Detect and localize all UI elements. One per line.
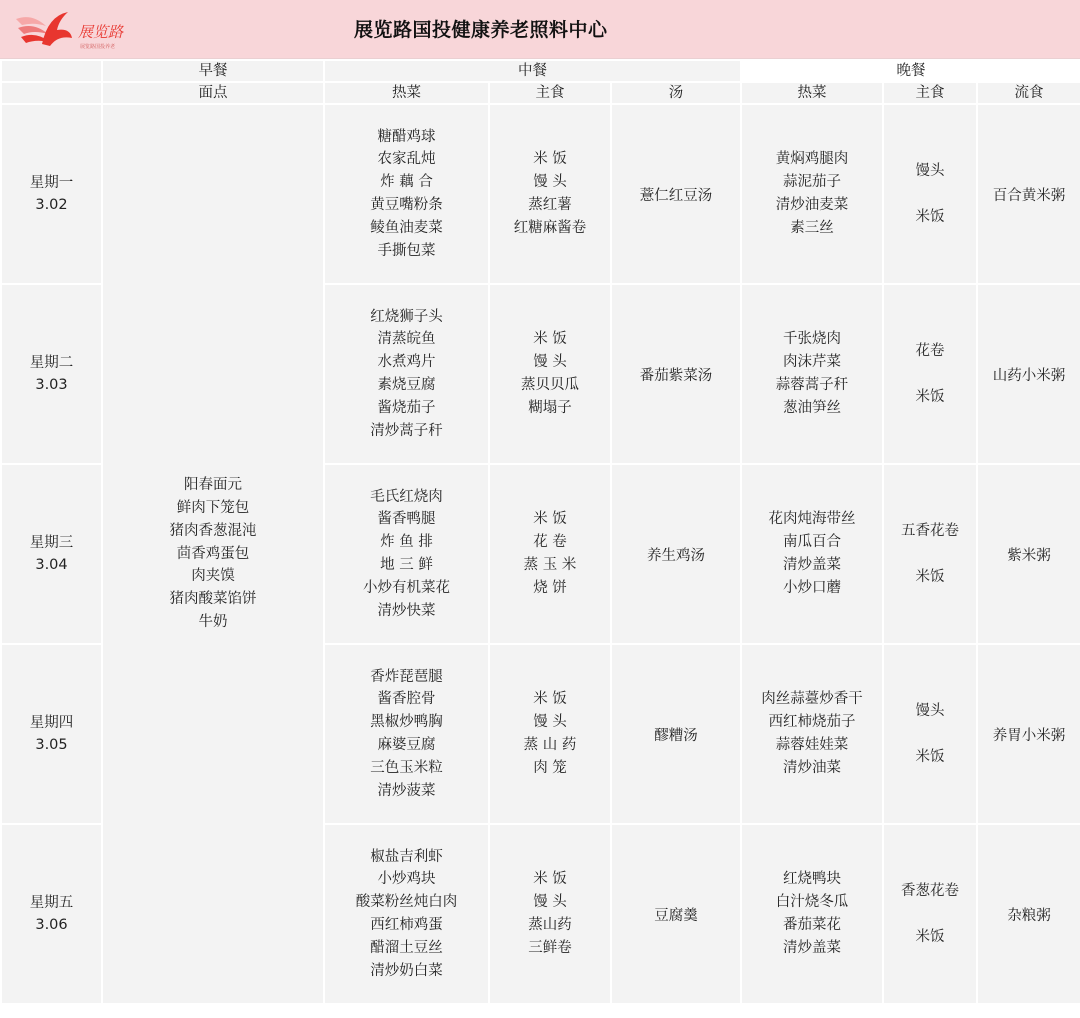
dish: 清蒸皖鱼 xyxy=(377,331,436,348)
dish: 手撕包菜 xyxy=(377,242,436,259)
staple: 馒头 xyxy=(915,703,945,719)
day-label xyxy=(1,824,102,1004)
liquid-cell: 百合黄米粥 xyxy=(977,104,1080,284)
dish: 糖醋鸡球 xyxy=(377,128,436,145)
meal-header-row xyxy=(1,60,1080,82)
dish: 醋溜土豆丝 xyxy=(370,939,443,956)
weekday: 星期二 xyxy=(29,355,74,371)
soup-cell: 薏仁红豆汤 xyxy=(611,104,741,284)
date: 3.06 xyxy=(35,917,68,933)
dish: 香炸琵琶腿 xyxy=(370,668,443,685)
liquid-cell: 养胃小米粥 xyxy=(977,644,1080,824)
lunch-staple-cell xyxy=(489,284,611,464)
dish: 素烧豆腐 xyxy=(377,377,436,393)
dish: 清炒盖菜 xyxy=(783,557,842,573)
dish: 蒜蓉蒿子秆 xyxy=(775,377,849,393)
header-lunch-staple: 主食 xyxy=(489,82,611,104)
weekday: 星期三 xyxy=(29,535,74,551)
lunch-staple-cell xyxy=(489,104,611,284)
dish: 毛氏红烧肉 xyxy=(370,488,443,505)
soup-cell: 养生鸡汤 xyxy=(611,464,741,644)
breakfast-item: 肉夹馍 xyxy=(191,568,235,585)
lunch-hot-cell xyxy=(324,464,489,644)
header-pastry: 面点 xyxy=(102,82,324,104)
lunch-staple-cell xyxy=(489,464,611,644)
dish: 西红柿烧茄子 xyxy=(768,714,856,731)
breakfast-item: 猪肉酸菜馅饼 xyxy=(169,591,257,608)
staple: 馒 头 xyxy=(533,354,567,371)
breakfast-item: 阳春面元 xyxy=(184,477,242,494)
dish: 农家乱炖 xyxy=(377,151,436,168)
header-dinner-hot: 热菜 xyxy=(741,82,883,104)
logo-wordmark: 展览路 xyxy=(78,23,124,41)
dish: 葱油笋丝 xyxy=(783,399,842,416)
header-liquid: 流食 xyxy=(977,82,1080,104)
header-breakfast: 早餐 xyxy=(102,60,324,82)
lunch-staple-cell xyxy=(489,644,611,824)
date: 3.03 xyxy=(35,377,68,393)
dish: 花肉炖海带丝 xyxy=(768,511,856,528)
staple: 烧 饼 xyxy=(533,579,567,596)
breakfast-item: 鲜肉下笼包 xyxy=(176,500,250,516)
dish: 地 三 鲜 xyxy=(380,557,433,573)
dish: 水煮鸡片 xyxy=(377,354,436,371)
lunch-hot-cell xyxy=(324,644,489,824)
staple: 花卷 xyxy=(915,343,945,359)
day-label xyxy=(1,644,102,824)
dish: 黑椒炒鸭胸 xyxy=(370,714,443,731)
staple: 花 卷 xyxy=(533,534,567,551)
staple: 米饭 xyxy=(915,389,945,405)
staple: 肉 笼 xyxy=(533,759,567,776)
weekday: 星期四 xyxy=(29,715,74,731)
staple: 米 饭 xyxy=(533,871,567,888)
dinner-staple-cell xyxy=(883,644,977,824)
dish: 清炒快菜 xyxy=(377,602,436,619)
dish: 酱烧茄子 xyxy=(377,399,436,416)
dish: 鲮鱼油麦菜 xyxy=(370,219,443,236)
soup-cell: 豆腐羹 xyxy=(611,824,741,1004)
dinner-staple-cell xyxy=(883,464,977,644)
staple: 蒸贝贝瓜 xyxy=(521,377,579,393)
dish: 白汁烧冬瓜 xyxy=(775,894,849,911)
staple: 米饭 xyxy=(915,749,945,765)
dish: 清炒盖菜 xyxy=(783,939,842,956)
breakfast-item: 牛奶 xyxy=(198,613,228,630)
staple: 米 饭 xyxy=(533,331,567,348)
logo-subtext: 展览路国投养老 xyxy=(80,44,116,50)
day-label xyxy=(1,464,102,644)
dish: 蒜泥茄子 xyxy=(783,174,842,191)
staple: 三鲜卷 xyxy=(528,939,572,956)
dish: 清炒油菜 xyxy=(783,759,842,776)
dish: 炸 藕 合 xyxy=(380,174,433,191)
dish: 千张烧肉 xyxy=(783,331,842,348)
staple: 米 饭 xyxy=(533,511,567,528)
staple: 馒头 xyxy=(915,163,945,179)
breakfast-item: 猪肉香葱混沌 xyxy=(169,522,257,539)
staple: 五香花卷 xyxy=(901,523,960,539)
dish: 清炒油麦菜 xyxy=(775,197,849,213)
dinner-staple-cell xyxy=(883,824,977,1004)
dinner-hot-cell xyxy=(741,824,883,1004)
header-lunch-hot: 热菜 xyxy=(324,82,489,104)
page-header xyxy=(0,0,1080,59)
dish: 清炒蒿子秆 xyxy=(370,422,443,439)
dish: 三色玉米粒 xyxy=(370,759,443,776)
header-lunch: 中餐 xyxy=(324,60,741,82)
weekly-menu-table xyxy=(0,59,1080,1005)
staple: 米 饭 xyxy=(533,151,567,168)
soup-cell: 醪糟汤 xyxy=(611,644,741,824)
dish: 小炒鸡块 xyxy=(377,871,436,888)
day-label xyxy=(1,104,102,284)
logo-icon xyxy=(12,6,130,52)
dish: 肉沫芹菜 xyxy=(783,354,842,371)
staple: 馒 头 xyxy=(533,714,567,731)
header-dinner-staple: 主食 xyxy=(883,82,977,104)
dish: 椒盐吉利虾 xyxy=(370,848,443,865)
dish: 小炒有机菜花 xyxy=(363,579,450,596)
header-soup: 汤 xyxy=(611,82,741,104)
staple: 米饭 xyxy=(915,569,945,585)
header-corner xyxy=(1,60,102,82)
dinner-staple-cell xyxy=(883,284,977,464)
staple: 蒸山药 xyxy=(528,917,572,933)
soup-cell: 番茄紫菜汤 xyxy=(611,284,741,464)
dish: 素三丝 xyxy=(790,219,834,236)
dinner-staple-cell xyxy=(883,104,977,284)
date: 3.02 xyxy=(35,197,68,213)
staple: 米饭 xyxy=(915,929,945,945)
staple: 红糖麻酱卷 xyxy=(513,219,587,236)
dish: 黄豆嘴粉条 xyxy=(370,197,443,213)
dish: 肉丝蒜薹炒香干 xyxy=(761,691,863,708)
dish: 南瓜百合 xyxy=(783,534,842,551)
staple: 米 饭 xyxy=(533,691,567,708)
liquid-cell: 紫米粥 xyxy=(977,464,1080,644)
column-header-row xyxy=(1,82,1080,104)
header-corner-2 xyxy=(1,82,102,104)
date: 3.05 xyxy=(35,737,68,753)
dish: 小炒口蘑 xyxy=(783,579,842,596)
date: 3.04 xyxy=(35,557,68,573)
staple: 馒 头 xyxy=(533,894,567,911)
dinner-hot-cell xyxy=(741,104,883,284)
dish: 西红柿鸡蛋 xyxy=(370,917,443,933)
dish: 红烧狮子头 xyxy=(370,308,443,325)
dish: 清炒菠菜 xyxy=(377,782,436,799)
breakfast-item: 茴香鸡蛋包 xyxy=(176,545,250,562)
staple: 米饭 xyxy=(915,209,945,225)
dinner-hot-cell xyxy=(741,464,883,644)
page-title: 展览路国投健康养老照料中心 xyxy=(354,19,608,41)
dish: 酱香腔骨 xyxy=(377,691,436,708)
staple: 糊塌子 xyxy=(528,399,572,416)
dish: 酸菜粉丝炖白肉 xyxy=(355,894,458,911)
dish: 麻婆豆腐 xyxy=(377,737,436,753)
breakfast-cell xyxy=(102,104,324,1004)
table-row xyxy=(1,104,1080,284)
lunch-staple-cell xyxy=(489,824,611,1004)
liquid-cell: 山药小米粥 xyxy=(977,284,1080,464)
lunch-hot-cell xyxy=(324,824,489,1004)
dish: 红烧鸭块 xyxy=(783,871,842,888)
weekday: 星期一 xyxy=(29,175,74,191)
dish: 清炒奶白菜 xyxy=(370,962,443,979)
header-dinner: 晚餐 xyxy=(741,60,1080,82)
dish: 番茄菜花 xyxy=(783,917,842,933)
staple: 蒸 玉 米 xyxy=(523,557,577,573)
staple: 蒸红薯 xyxy=(528,197,572,213)
lunch-hot-cell xyxy=(324,284,489,464)
staple: 馒 头 xyxy=(533,174,567,191)
staple: 蒸 山 药 xyxy=(523,737,577,753)
staple: 香葱花卷 xyxy=(901,883,960,899)
dish: 炸 鱼 排 xyxy=(380,534,433,551)
lunch-hot-cell xyxy=(324,104,489,284)
dish: 酱香鸭腿 xyxy=(377,511,436,528)
dish: 蒜蓉娃娃菜 xyxy=(775,737,849,753)
dish: 黄焖鸡腿肉 xyxy=(775,151,849,168)
day-label xyxy=(1,284,102,464)
dinner-hot-cell xyxy=(741,284,883,464)
dinner-hot-cell xyxy=(741,644,883,824)
liquid-cell: 杂粮粥 xyxy=(977,824,1080,1004)
weekday: 星期五 xyxy=(29,895,74,911)
